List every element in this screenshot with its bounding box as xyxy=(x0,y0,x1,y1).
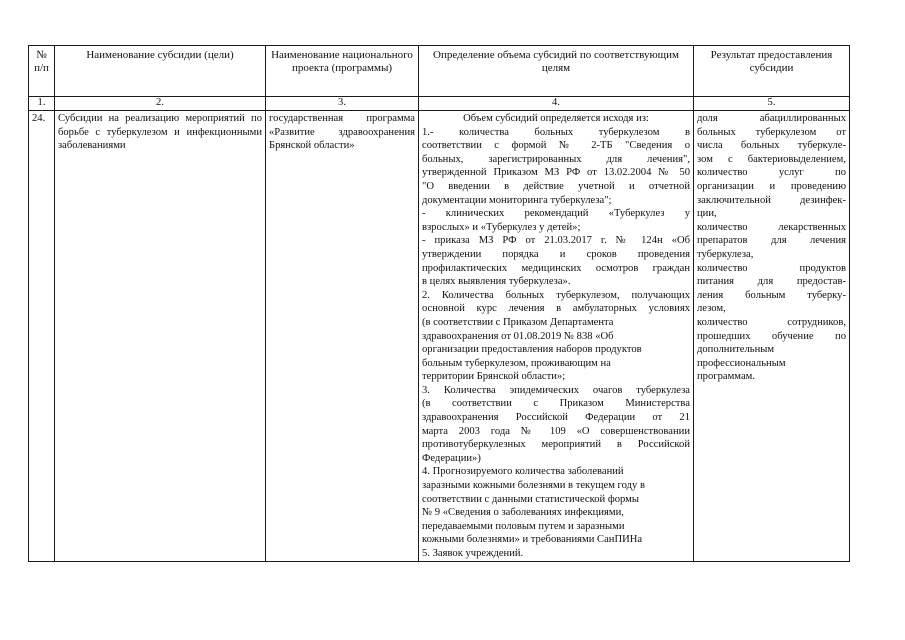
numbering-cell: 5. xyxy=(694,97,850,111)
header-num: № п/п xyxy=(29,46,55,97)
text-line: 4. Прогнозируемого количества заболеваний xyxy=(422,466,624,478)
numbering-cell: 4. xyxy=(419,97,694,111)
text-line: организации и проведению xyxy=(697,180,846,192)
definition-text xyxy=(422,112,690,561)
table-row xyxy=(29,111,850,562)
row-number: 24. xyxy=(29,111,55,562)
text-line: ции, xyxy=(697,208,717,220)
header-definition: Определение объема субсидий по соответствующим целям xyxy=(419,46,694,97)
subsidy-table xyxy=(28,45,850,562)
project-name: государственная программа «Развитие здравоохранения Брянской области» xyxy=(266,111,419,562)
text-line: Объем субсидий определяется исходя из: xyxy=(463,113,649,124)
text-line: профилактических медицинских осмотров граждан xyxy=(422,262,690,274)
header-result: Результат предоставления субсидии xyxy=(694,46,850,97)
header-project: Наименование национального проекта (программы) xyxy=(266,46,419,97)
text-line: (в соответствии с Приказом Министерства xyxy=(422,398,690,410)
text-line: Федерации») xyxy=(422,452,481,464)
text-line: программам. xyxy=(697,371,755,383)
text-line: организации предоставления наборов продуктов xyxy=(422,344,642,356)
text-line: здравоохранения Российской Федерации от 21 xyxy=(422,412,690,424)
text-line: количество лекарственных xyxy=(697,221,846,233)
text-line: соответствии с данными статистической формы xyxy=(422,493,639,505)
text-line: прошедших обучение по xyxy=(697,330,846,342)
text-line: соответствии с формой № 2-ТБ "Сведения о xyxy=(422,140,690,152)
text-line: - приказа МЗ РФ от 21.03.2017 г. № 124н «Об xyxy=(422,235,690,247)
result-text xyxy=(697,112,846,384)
text-line: утверждении порядка и сроков проведения xyxy=(422,248,690,260)
numbering-row xyxy=(29,97,850,111)
header-subsidy: Наименование субсидии (цели) xyxy=(55,46,266,97)
text-line: 3. Количества эпидемических очагов туберкулеза xyxy=(422,384,690,396)
text-line: заключительной дезинфек- xyxy=(697,194,846,206)
result-cell xyxy=(694,111,850,562)
text-line: ления больным туберку- xyxy=(697,289,846,301)
text-line: туберкулеза, xyxy=(697,248,754,260)
text-line: основной курс лечения в амбулаторных условиях xyxy=(422,303,690,315)
text-line: числа больных туберкуле- xyxy=(697,140,846,152)
text-line: больных, зарегистрированных для лечения", xyxy=(422,153,690,165)
text-line: (в соответствии с Приказом Департамента xyxy=(422,316,614,328)
text-line: препаратов для лечения xyxy=(697,235,846,247)
text-line: количество продуктов xyxy=(697,262,846,274)
text-line: взрослых» и «Туберкулез у детей»; xyxy=(422,221,581,233)
numbering-cell: 2. xyxy=(55,97,266,111)
text-line: документации мониторинга туберкулеза"; xyxy=(422,194,612,206)
text-line: "О введении в действие учетной и отчетной xyxy=(422,180,690,192)
definition-cell xyxy=(419,111,694,562)
numbering-cell: 3. xyxy=(266,97,419,111)
table-header-row xyxy=(29,46,850,97)
text-line: в целях выявления туберкулеза». xyxy=(422,276,571,288)
numbering-cell: 1. xyxy=(29,97,55,111)
text-line: противотуберкулезных мероприятий в Российской xyxy=(422,439,690,451)
text-line: больных туберкулезом от xyxy=(697,126,846,138)
text-line: зом с бактериовыделением, xyxy=(697,153,846,165)
text-line: дополнительным xyxy=(697,344,775,356)
text-line: утвержденной Приказом МЗ РФ от 13.02.2004 № 50 xyxy=(422,167,690,179)
text-line: кожными болезнями» и требованиями СанПИНа xyxy=(422,534,643,546)
text-line: здравоохранения от 01.08.2019 № 838 «Об xyxy=(422,330,614,342)
text-line: лезом, xyxy=(697,303,726,315)
text-line: 2. Количества больных туберкулезом, получающих xyxy=(422,289,690,301)
text-line: марта 2003 года № 109 «О совершенствовании xyxy=(422,425,690,437)
text-line: № 9 «Сведения о заболеваниях инфекциями, xyxy=(422,507,624,519)
text-line: территории Брянской области»; xyxy=(422,371,566,383)
text-line: количество услуг по xyxy=(697,167,846,179)
text-line: профессиональным xyxy=(697,357,786,369)
subsidy-name: Субсидии на реализацию мероприятий по борьбе с туберкулезом и инфекционными заболеваниями xyxy=(55,111,266,562)
text-line: питания для предостав- xyxy=(697,276,846,288)
text-line: количество сотрудников, xyxy=(697,316,846,328)
text-line: заразными кожными болезнями в текущем году в xyxy=(422,480,645,492)
text-line: 1.- количества больных туберкулезом в xyxy=(422,126,690,138)
text-line: передаваемыми половым путем и заразными xyxy=(422,520,625,532)
text-line: больным туберкулезом, проживающим на xyxy=(422,357,611,369)
text-line: 5. Заявок учреждений. xyxy=(422,548,524,559)
text-line: - клинических рекомендаций «Туберкулез у xyxy=(422,208,690,220)
text-line: доля абациллированных xyxy=(697,113,846,124)
